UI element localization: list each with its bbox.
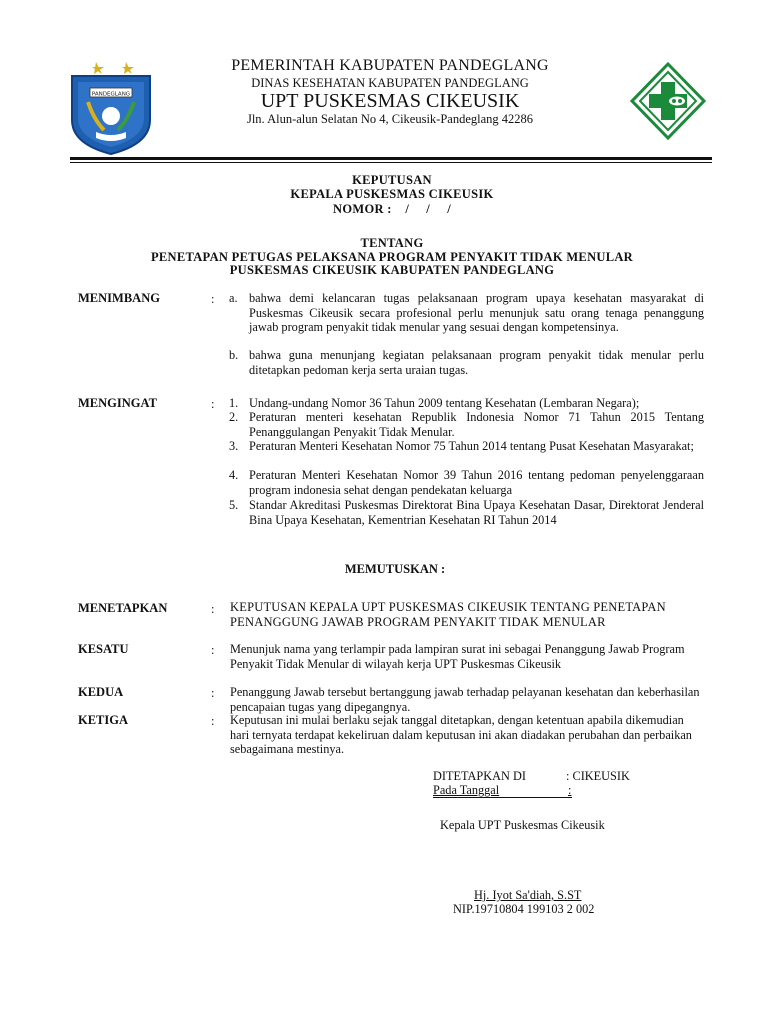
menetapkan-text: KEPUTUSAN KEPALA UPT PUSKESMAS CIKEUSIK TENTANG PENETAPAN PENANGGUNG JAWAB PROGRAM PENYAKIT TIDAK MENULAR (230, 600, 666, 629)
doc-subject-line1: PENETAPAN PETUGAS PELAKSANA PROGRAM PENYAKIT TIDAK MENULAR (150, 250, 634, 264)
kedua-label: KEDUA (78, 685, 124, 699)
tanggal-underline (433, 797, 572, 798)
tanggal-label-text: Pada Tanggal (433, 783, 500, 797)
mengingat-marker-3: 3. (229, 439, 239, 453)
mengingat-marker-1: 1. (229, 396, 239, 410)
menimbang-item-a: bahwa demi kelancaran tugas pelaksanaan program upaya kesehatan masyarakat di Puskesmas Cikeusik secara profesional perlu menunjuk satu orang tenaga penanggung jawab program penyakit tidak menular yang sesuai dengan kompetensinya. (249, 291, 704, 335)
mengingat-marker-4: 4. (229, 468, 239, 482)
signer-nip: NIP.19710804 199103 2 002 (453, 902, 595, 916)
puskesmas-logo (630, 62, 706, 140)
menimbang-marker-b: b. (229, 348, 239, 362)
letterhead-divider-thick (70, 157, 712, 160)
ketiga-label: KETIGA (78, 713, 129, 727)
menimbang-item-b: bahwa guna menunjang kegiatan pelaksanaan program penyakit tidak menular perlu ditetapkan pedoman kerja serta uraian tugas. (249, 348, 704, 377)
mengingat-colon: : (211, 397, 215, 411)
menimbang-colon: : (211, 292, 215, 306)
ketiga-text: Keputusan ini mulai berlaku sejak tanggal ditetapkan, dengan ketentuan apabila dikemudian hari ternyata terdapat kekeliruan dalam keputusan ini akan diadakan perubahan dan perbaikan sebagaimana mestinya. (230, 713, 692, 757)
tanggal-value: : (568, 783, 572, 797)
mengingat-item-1: Undang-undang Nomor 36 Tahun 2009 tentang Kesehatan (Lembaran Negara); (249, 396, 640, 410)
mengingat-item-3: Peraturan Menteri Kesehatan Nomor 75 Tahun 2014 tentang Pusat Kesehatan Masyarakat; (249, 439, 694, 453)
doc-subject-line2: PUSKESMAS CIKEUSIK KABUPATEN PANDEGLANG (229, 263, 555, 277)
mengingat-item-2: Peraturan menteri kesehatan Republik Indonesia Nomor 71 Tahun 2015 Tentang Penanggulangan Penyakit Tidak Menular. (249, 410, 704, 439)
signer-position: Kepala UPT Puskesmas Cikeusik (440, 818, 605, 832)
doc-issuer: KEPALA PUSKESMAS CIKEUSIK (290, 187, 494, 201)
mengingat-marker-5: 5. (229, 498, 239, 512)
mengingat-label: MENGINGAT (78, 396, 157, 410)
menetapkan-colon: : (211, 602, 215, 616)
ditetapkan-label: DITETAPKAN DI (433, 769, 526, 783)
mengingat-marker-2: 2. (229, 410, 239, 424)
menetapkan-label: MENETAPKAN (78, 601, 168, 615)
letterhead-institution: UPT PUSKESMAS CIKEUSIK (260, 90, 520, 112)
letterhead-divider-thin (70, 162, 712, 163)
ketiga-colon: : (211, 714, 215, 728)
letterhead-government: PEMERINTAH KABUPATEN PANDEGLANG (231, 57, 549, 74)
signer-name: Hj. Iyot Sa'diah, S.ST (474, 888, 582, 902)
menimbang-label: MENIMBANG (78, 291, 160, 305)
mengingat-item-5: Standar Akreditasi Puskesmas Direktorat Bina Upaya Kesehatan Dasar, Direktorat Jenderal Bina Upaya Kesehatan, Kementrian Kesehatan RI Tahun 2014 (249, 498, 704, 527)
doc-number: NOMOR : / / / (333, 202, 451, 216)
doc-tentang: TENTANG (360, 236, 424, 250)
kedua-colon: : (211, 686, 215, 700)
letterhead-agency: DINAS KESEHATAN KABUPATEN PANDEGLANG (251, 76, 529, 90)
ditetapkan-value: : CIKEUSIK (566, 769, 630, 783)
emblem-ribbon-text: PANDEGLANG (91, 91, 131, 98)
kesatu-text: Menunjuk nama yang terlampir pada lampiran surat ini sebagai Penanggung Jawab Program Penyakit Tidak Menular di wilayah kerja UPT Puskesmas Cikeusik (230, 642, 685, 671)
pandeglang-emblem-logo (64, 58, 158, 156)
kedua-text: Penanggung Jawab tersebut bertanggung jawab terhadap pelayanan kesehatan dan keberhasilan pencapaian tugas yang dipegangnya. (230, 685, 700, 714)
kesatu-label: KESATU (78, 642, 129, 656)
memutuskan-heading: MEMUTUSKAN : (344, 562, 446, 576)
doc-type: KEPUTUSAN (352, 173, 432, 187)
kesatu-colon: : (211, 643, 215, 657)
menimbang-marker-a: a. (229, 291, 238, 305)
tanggal-label (433, 783, 573, 798)
mengingat-item-4: Peraturan Menteri Kesehatan Nomor 39 Tahun 2016 tentang pedoman penyelenggaraan program indonesia sehat dengan pendekatan keluarga (249, 468, 704, 497)
letterhead-address: Jln. Alun-alun Selatan No 4, Cikeusik-Pandeglang 42286 (246, 112, 534, 126)
